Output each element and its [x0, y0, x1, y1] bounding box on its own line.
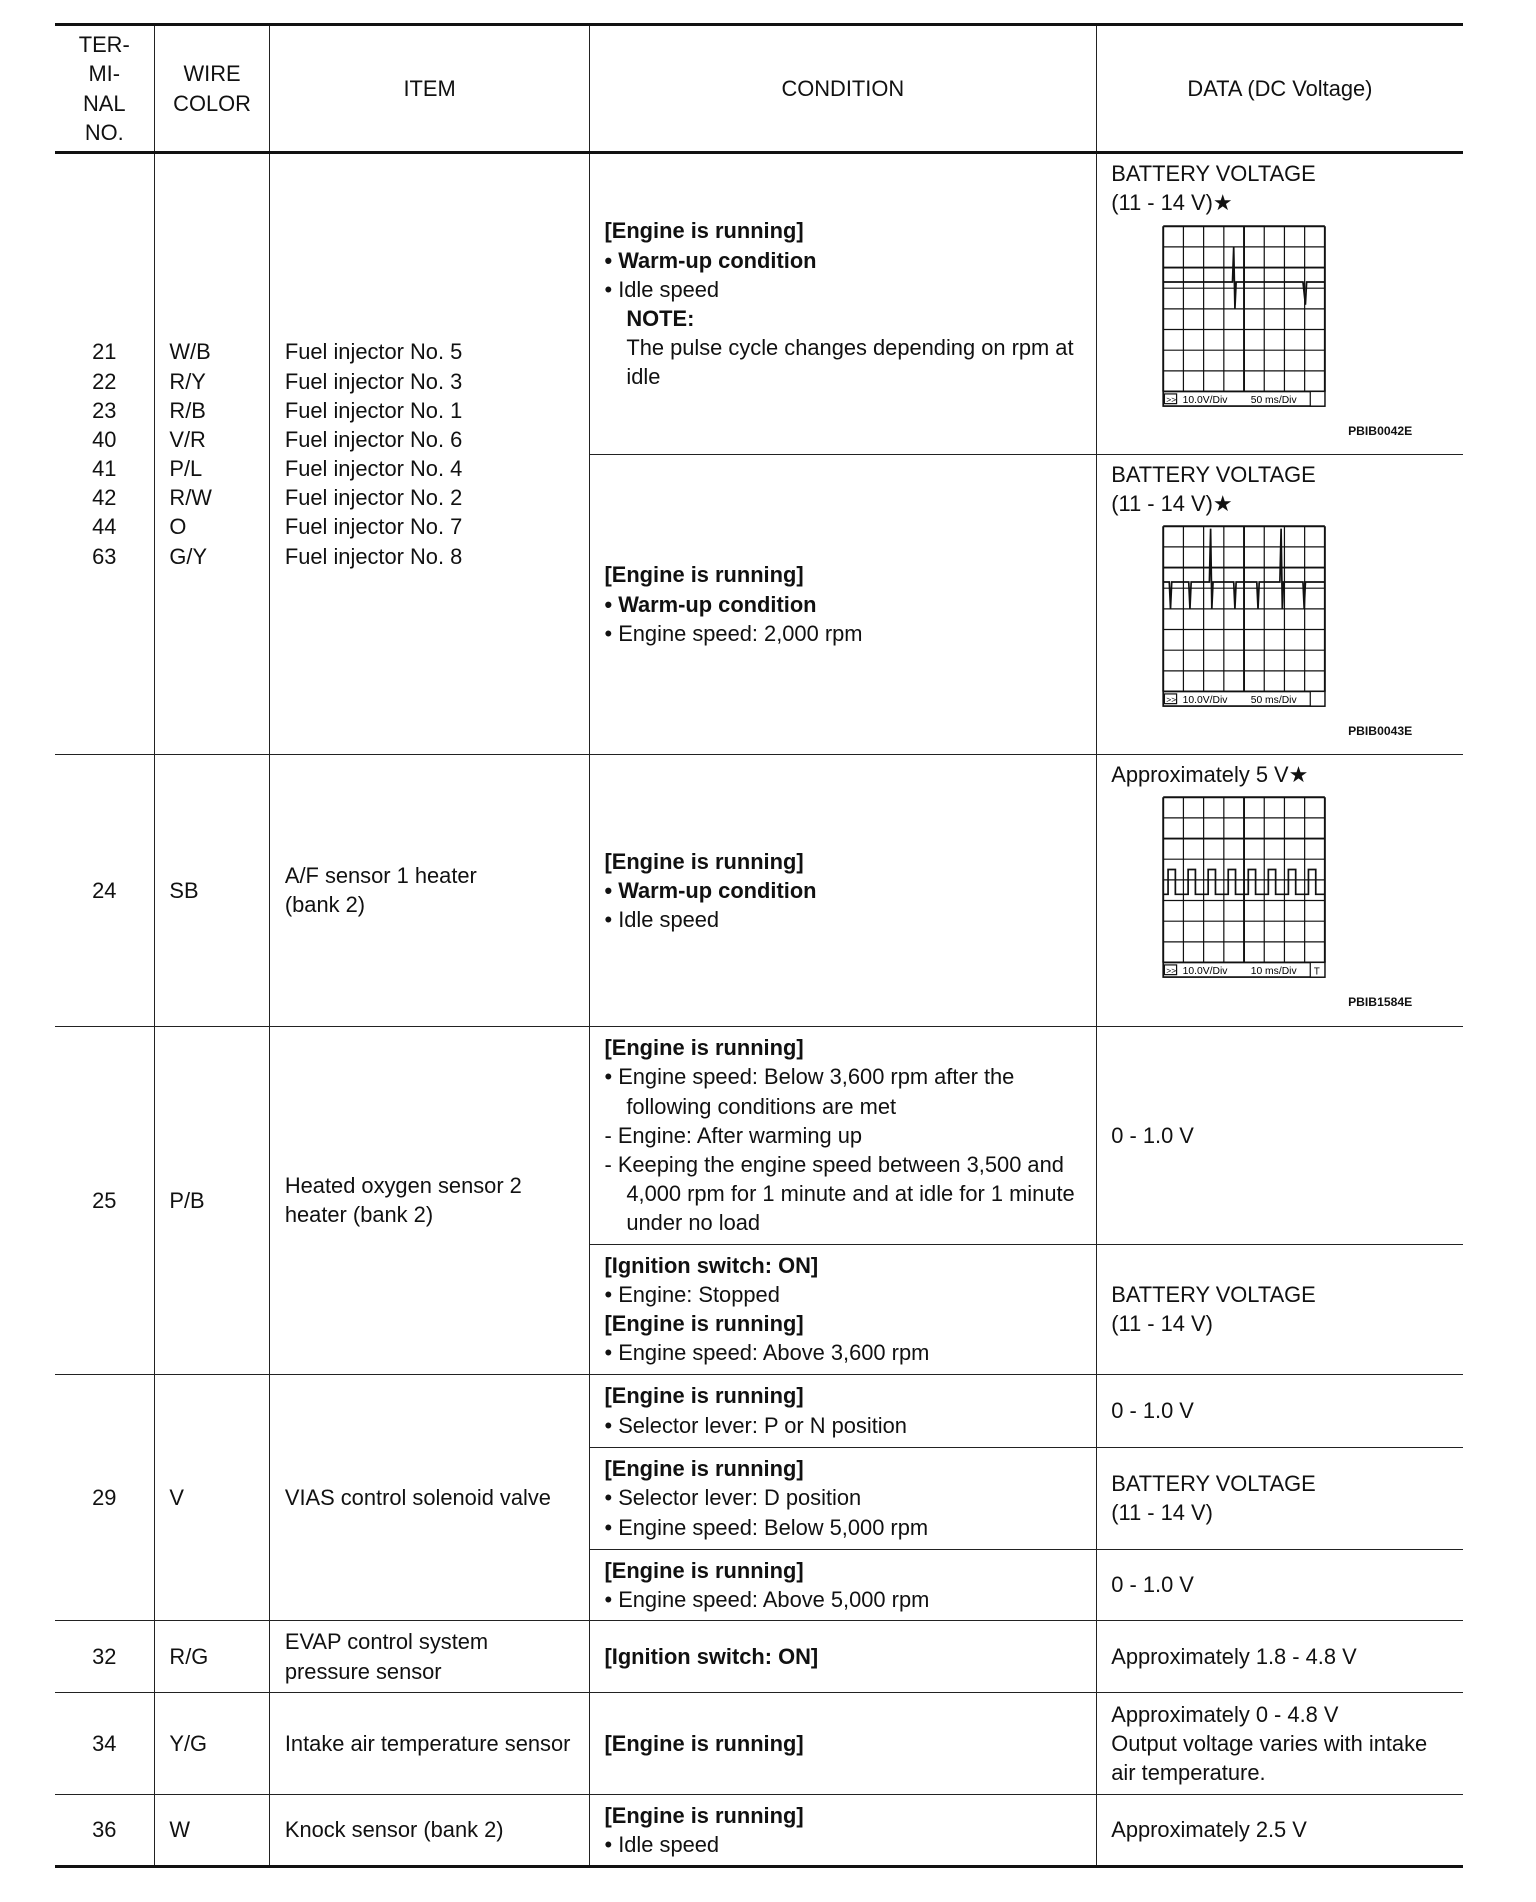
- wire-cell: Y/G: [154, 1692, 269, 1794]
- scope-trigger-label: T: [1314, 966, 1321, 978]
- condition-cell: [589, 754, 1096, 1026]
- header-terminal: TER- MI- NAL NO.: [55, 25, 155, 153]
- scope-run-icon: >>: [1166, 694, 1177, 705]
- wire-cell: V: [154, 1374, 269, 1621]
- scope-run-icon: >>: [1166, 965, 1177, 976]
- condition-cell: [589, 1795, 1096, 1867]
- item-cell: A/F sensor 1 heater (bank 2): [270, 754, 590, 1026]
- header-row: [55, 25, 1464, 153]
- note-text: The pulse cycle changes depending on rpm at idle: [626, 335, 1074, 390]
- note-label: NOTE:: [626, 305, 695, 331]
- condition-bullet: • Selector lever: P or N position: [604, 1412, 907, 1438]
- condition-cell: [589, 1447, 1096, 1549]
- condition-bullet: • Idle speed: [604, 907, 720, 932]
- condition-heading: [Engine is running]: [589, 1692, 1096, 1794]
- data-text: BATTERY VOLTAGE: [1111, 461, 1316, 487]
- oscilloscope-waveform: [1162, 525, 1327, 707]
- condition-heading: [Engine is running]: [604, 1383, 804, 1409]
- condition-bullet: • Idle speed: [604, 276, 720, 302]
- condition-bullet: • Engine speed: Above 3,600 rpm: [604, 1340, 930, 1366]
- data-cell: Approximately 0 - 4.8 V Output voltage varies with intake air temperature.: [1096, 1692, 1463, 1794]
- time-per-div: 50 ms/Div: [1250, 394, 1297, 406]
- condition-bullet: - Keeping the engine speed between 3,500 and 4,000 rpm for 1 minute and at idle for 1 minute under no load: [604, 1151, 1075, 1236]
- volt-per-div: 10.0V/Div: [1182, 394, 1228, 406]
- condition-heading: [Engine is running]: [604, 1035, 804, 1061]
- item-cell: Fuel injector No. 5 Fuel injector No. 3 Fuel injector No. 1 Fuel injector No. 6 Fuel injector No. 4 Fuel injector No. 2 Fuel injector No. 7 Fuel injector No. 8: [270, 153, 590, 755]
- terminal-cell: 25: [55, 1027, 155, 1375]
- item-cell: Knock sensor (bank 2): [270, 1795, 590, 1867]
- volt-per-div: 10.0V/Div: [1182, 966, 1228, 978]
- wire-cell: W/B R/Y R/B V/R P/L R/W O G/Y: [154, 153, 269, 755]
- data-cell: BATTERY VOLTAGE (11 - 14 V): [1096, 1447, 1463, 1549]
- time-per-div: 10 ms/Div: [1250, 966, 1297, 978]
- terminal-cell: 21 22 23 40 41 42 44 63: [55, 153, 155, 755]
- condition-heading: [Engine is running]: [604, 218, 804, 244]
- table-row: [55, 1795, 1464, 1867]
- wire-cell: P/B: [154, 1027, 269, 1375]
- condition-heading: [Engine is running]: [604, 562, 804, 588]
- data-cell: [1096, 454, 1463, 754]
- condition-bullet: • Engine speed: 2,000 rpm: [604, 620, 863, 646]
- condition-cell: [589, 153, 1096, 454]
- condition-bullet: • Warm-up condition: [604, 877, 817, 903]
- table-row: [55, 1621, 1464, 1693]
- terminal-cell: 34: [55, 1692, 155, 1794]
- item-cell: Intake air temperature sensor: [270, 1692, 590, 1794]
- data-cell: [1096, 153, 1463, 454]
- item-cell: EVAP control system pressure sensor: [270, 1621, 590, 1693]
- terminal-cell: 29: [55, 1374, 155, 1621]
- table-row: [55, 153, 1464, 454]
- data-cell: BATTERY VOLTAGE (11 - 14 V): [1096, 1244, 1463, 1374]
- item-cell: Heated oxygen sensor 2 heater (bank 2): [270, 1027, 590, 1375]
- condition-bullet: • Warm-up condition: [604, 591, 817, 617]
- condition-bullet: - Engine: After warming up: [604, 1122, 863, 1148]
- condition-bullet: • Engine speed: Above 5,000 rpm: [604, 1586, 930, 1612]
- scope-trigger-box: [1311, 692, 1326, 707]
- scope-trigger-box: [1311, 391, 1326, 406]
- wire-cell: R/G: [154, 1621, 269, 1693]
- condition-bullet: • Engine speed: Below 5,000 rpm: [604, 1514, 929, 1540]
- condition-cell: [589, 1027, 1096, 1245]
- condition-heading: [Ignition switch: ON]: [604, 1252, 819, 1278]
- data-text: (11 - 14 V)★: [1111, 490, 1233, 516]
- scope-run-icon: >>: [1166, 394, 1177, 405]
- condition-heading: [Engine is running]: [604, 1557, 804, 1583]
- table-row: [55, 1027, 1464, 1245]
- wire-cell: SB: [154, 754, 269, 1026]
- wire-cell: W: [154, 1795, 269, 1867]
- header-item: ITEM: [270, 25, 590, 153]
- terminal-cell: 32: [55, 1621, 155, 1693]
- condition-heading: [Ignition switch: ON]: [589, 1621, 1096, 1693]
- condition-heading: [Engine is running]: [604, 1456, 804, 1482]
- data-cell: Approximately 2.5 V: [1096, 1795, 1463, 1867]
- data-cell: 0 - 1.0 V: [1096, 1374, 1463, 1447]
- condition-bullet: • Warm-up condition: [604, 247, 817, 273]
- table-row: [55, 1692, 1464, 1794]
- terminal-cell: 36: [55, 1795, 155, 1867]
- data-cell: Approximately 1.8 - 4.8 V: [1096, 1621, 1463, 1693]
- data-text: BATTERY VOLTAGE: [1111, 161, 1316, 187]
- condition-heading: [Engine is running]: [604, 848, 804, 874]
- data-text: (11 - 14 V)★: [1111, 190, 1233, 216]
- oscilloscope-waveform: [1162, 796, 1327, 978]
- volt-per-div: 10.0V/Div: [1182, 695, 1228, 707]
- item-cell: VIAS control solenoid valve: [270, 1374, 590, 1621]
- condition-bullet: • Engine: Stopped: [604, 1281, 780, 1307]
- terminal-cell: 24: [55, 754, 155, 1026]
- header-condition: CONDITION: [589, 25, 1096, 153]
- time-per-div: 50 ms/Div: [1250, 695, 1297, 707]
- figure-code: PBIB1584E: [1348, 995, 1413, 1010]
- data-cell: 0 - 1.0 V: [1096, 1549, 1463, 1621]
- condition-heading: [Engine is running]: [604, 1802, 804, 1828]
- condition-bullet: • Idle speed: [604, 1831, 720, 1857]
- header-wire-color: WIRE COLOR: [154, 25, 269, 153]
- condition-bullet: • Engine speed: Below 3,600 rpm after the following conditions are met: [604, 1064, 1015, 1119]
- condition-cell: [589, 1244, 1096, 1374]
- figure-code: PBIB0043E: [1348, 724, 1413, 739]
- condition-heading: [Engine is running]: [604, 1311, 804, 1337]
- data-cell: [1096, 754, 1463, 1026]
- table-row: [55, 1374, 1464, 1447]
- condition-cell: [589, 1549, 1096, 1621]
- oscilloscope-waveform: [1162, 225, 1327, 407]
- data-cell: 0 - 1.0 V: [1096, 1027, 1463, 1245]
- data-text: Approximately 5 V★: [1111, 761, 1309, 787]
- condition-bullet: • Selector lever: D position: [604, 1485, 862, 1511]
- condition-cell: [589, 1374, 1096, 1447]
- terminal-table: [55, 23, 1464, 1868]
- figure-code: PBIB0042E: [1348, 423, 1413, 438]
- table-row: [55, 754, 1464, 1026]
- header-data: DATA (DC Voltage): [1096, 25, 1463, 153]
- condition-cell: [589, 454, 1096, 754]
